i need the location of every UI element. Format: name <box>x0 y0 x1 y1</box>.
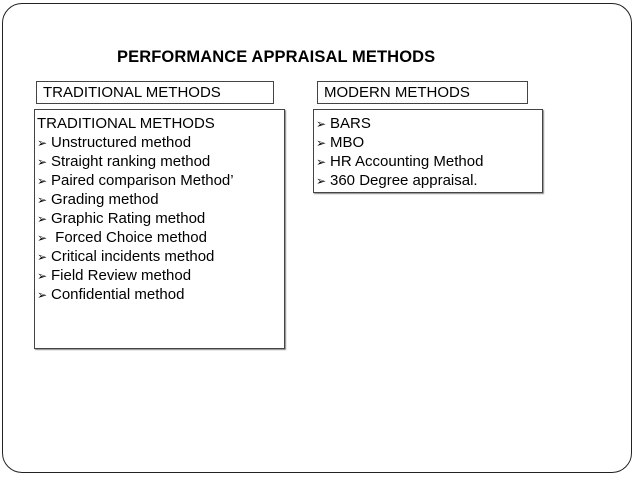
modern-methods-header: MODERN METHODS <box>317 81 528 104</box>
list-item: ➢ 360 Degree appraisal. <box>316 172 478 189</box>
arrowhead-bullet-icon: ➢ <box>37 231 48 245</box>
arrowhead-bullet-icon: ➢ <box>37 174 48 188</box>
arrowhead-bullet-icon: ➢ <box>316 117 327 131</box>
traditional-methods-list <box>34 109 285 349</box>
list-heading: TRADITIONAL METHODS <box>37 115 215 132</box>
list-item: ➢ Field Review method <box>37 267 192 284</box>
modern-methods-list <box>313 109 543 193</box>
list-item: ➢ Unstructured method <box>37 134 192 151</box>
list-item: ➢ HR Accounting Method <box>316 153 484 170</box>
page-title: PERFORMANCE APPRAISAL METHODS <box>117 48 436 66</box>
arrowhead-bullet-icon: ➢ <box>37 269 48 283</box>
list-item: ➢ Graphic Rating method <box>37 210 206 227</box>
list-item: ➢ MBO <box>316 134 365 151</box>
arrowhead-bullet-icon: ➢ <box>316 174 327 188</box>
arrowhead-bullet-icon: ➢ <box>37 288 48 302</box>
arrowhead-bullet-icon: ➢ <box>37 155 48 169</box>
arrowhead-bullet-icon: ➢ <box>37 212 48 226</box>
arrowhead-bullet-icon: ➢ <box>316 136 327 150</box>
arrowhead-bullet-icon: ➢ <box>37 250 48 264</box>
list-item: ➢ Grading method <box>37 191 159 208</box>
list-item: ➢ Critical incidents method <box>37 248 215 265</box>
list-item: ➢ Confidential method <box>37 286 185 303</box>
list-item: ➢ BARS <box>316 115 371 132</box>
list-item: ➢ Forced Choice method <box>37 229 207 246</box>
traditional-methods-header: TRADITIONAL METHODS <box>36 81 274 104</box>
list-item: ➢ Straight ranking method <box>37 153 211 170</box>
list-item: ➢ Paired comparison Method’ <box>37 172 234 189</box>
arrowhead-bullet-icon: ➢ <box>37 136 48 150</box>
arrowhead-bullet-icon: ➢ <box>37 193 48 207</box>
arrowhead-bullet-icon: ➢ <box>316 155 327 169</box>
